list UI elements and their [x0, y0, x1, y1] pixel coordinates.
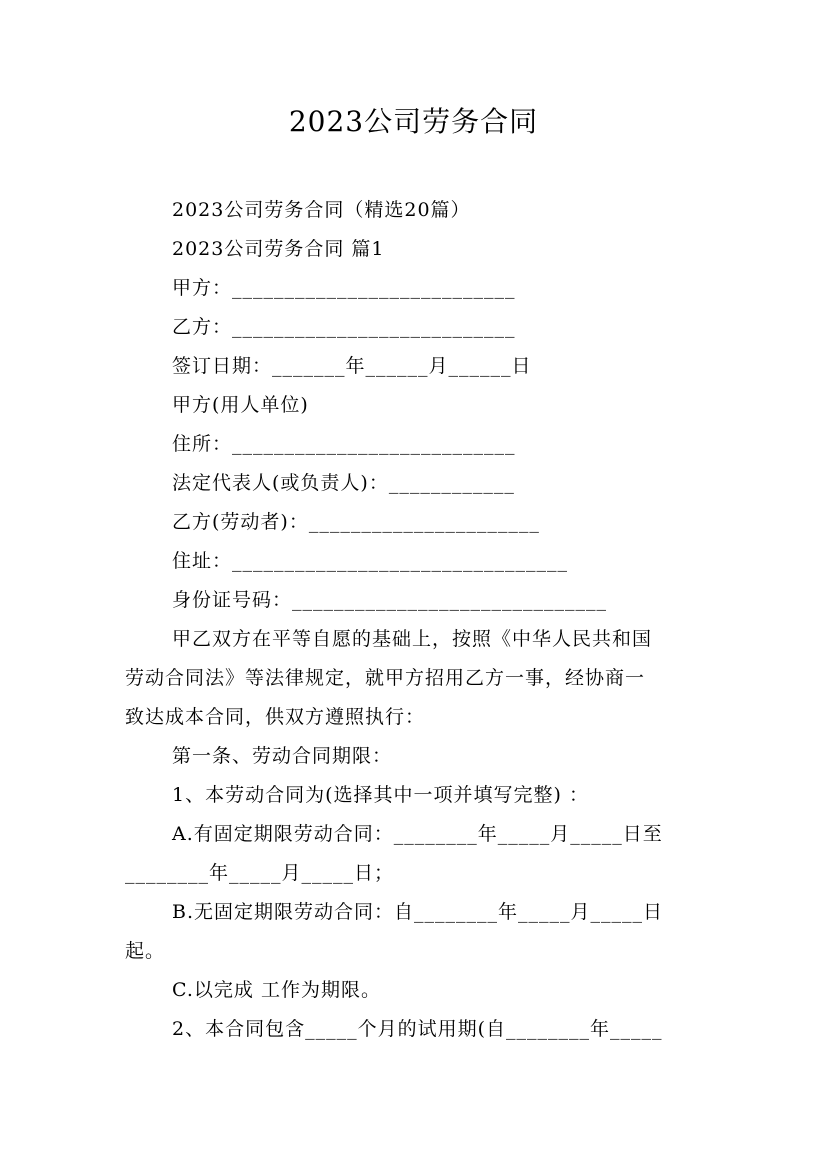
worker-address-field: 住址：________________________________ [172, 550, 569, 572]
legal-rep-field: 法定代表人(或负责人)：____________ [172, 472, 515, 494]
paragraph-line: 致达成本合同，供双方遵照执行： [125, 706, 426, 728]
worker-field: 乙方(劳动者)：______________________ [172, 511, 540, 533]
option-a-line-cont: ________年_____月_____日； [125, 862, 395, 884]
paragraph-line: 劳动合同法》等法律规定，就甲方招用乙方一事，经协商一 [125, 667, 646, 689]
section-heading: 2023公司劳务合同 篇1 [172, 238, 385, 260]
id-number-field: 身份证号码：______________________________ [172, 589, 608, 611]
article-heading: 第一条、劳动合同期限： [172, 745, 393, 767]
option-c-line: C.以完成 工作为期限。 [172, 979, 381, 1001]
clause-line: 1、本劳动合同为(选择其中一项并填写完整) ： [172, 784, 589, 806]
paragraph-line: 甲乙双方在平等自愿的基础上，按照《中华人民共和国 [172, 628, 653, 650]
option-b-line: B.无固定期限劳动合同：自________年_____月_____日 [172, 901, 664, 923]
probation-line: 2、本合同包含_____个月的试用期(自________年_____ [172, 1018, 663, 1040]
employer-heading: 甲方(用人单位) [172, 394, 309, 416]
option-b-line-cont: 起。 [125, 940, 166, 962]
option-a-line: A.有固定期限劳动合同：________年_____月_____日至 [172, 823, 663, 845]
party-a-field: 甲方：___________________________ [172, 277, 516, 299]
subtitle-line: 2023公司劳务合同（精选20篇） [172, 199, 471, 221]
party-b-field: 乙方：___________________________ [172, 316, 516, 338]
document-title: 2023公司劳务合同 [288, 105, 539, 138]
address-field: 住所：___________________________ [172, 433, 516, 455]
signing-date-field: 签订日期：_______年______月______日 [172, 355, 532, 377]
